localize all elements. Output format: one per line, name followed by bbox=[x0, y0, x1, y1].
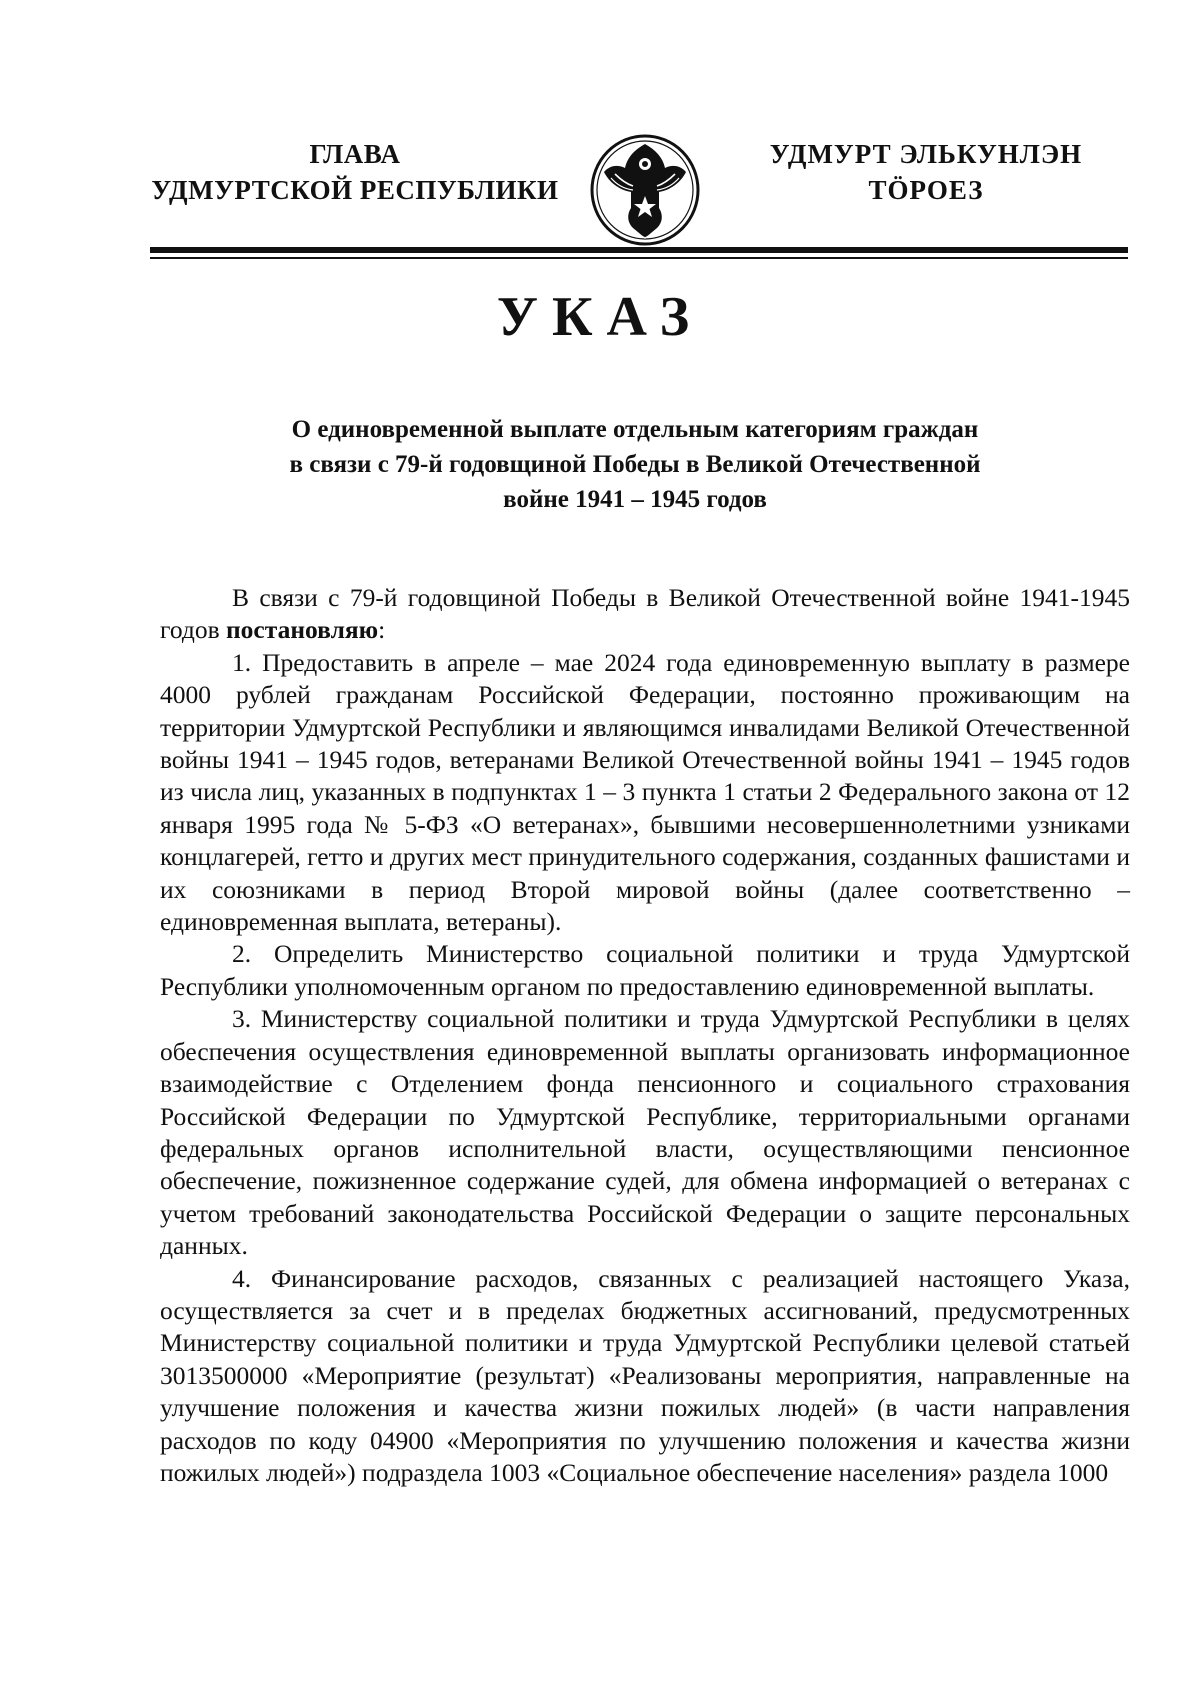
issuer-udmurt-line2: ТӦРОЕЗ bbox=[868, 175, 984, 205]
subject-line-2: в связи с 79-й годовщиной Победы в Великой Отечественной bbox=[289, 451, 981, 478]
paragraph-item-4: 4. Финансирование расходов, связанных с реализацией настоящего Указа, осуществляется за счет и в пределах бюджетных ассигнований, предусмотренных Министерству социальной политики и труда Удмуртской Республики целевой статьей 3013500000 «Мероприятие (результат) «Реализованы мероприятия, направленные на улучшение положения и качества жизни пожилых людей» (в части направления расходов по коду 04900 «Мероприятия по улучшению положения и качества жизни пожилых людей») подраздела 1003 «Социальное обеспечение населения» раздела 1000 bbox=[160, 1263, 1130, 1487]
preamble-paragraph bbox=[160, 582, 1130, 647]
issuer-russian-line2: УДМУРТСКОЙ РЕСПУБЛИКИ bbox=[151, 175, 559, 205]
subject-line-3: войне 1941 – 1945 годов bbox=[503, 486, 767, 513]
subject-line-1: О единовременной выплате отдельным категориям граждан bbox=[291, 416, 979, 443]
document-body bbox=[160, 582, 1130, 1489]
issuer-udmurt-line1: УДМУРТ ЭЛЬКУНЛЭН bbox=[769, 139, 1083, 169]
preamble-colon: : bbox=[378, 615, 386, 645]
document-header bbox=[0, 130, 1200, 240]
document-title: УКАЗ bbox=[496, 286, 704, 348]
preamble-keyword: постановляю bbox=[225, 615, 379, 645]
header-divider-thick bbox=[150, 247, 1128, 253]
preamble-text: В связи с 79-й годовщиной Победы в Великой Отечественной войне 1941-1945 годов bbox=[160, 583, 1130, 645]
header-divider-thin bbox=[150, 257, 1128, 259]
paragraph-item-2: 2. Определить Министерство социальной политики и труда Удмуртской Республики уполномоченным органом по предоставлению единовременной выплаты. bbox=[160, 939, 1130, 1001]
paragraph-item-1: 1. Предоставить в апреле – мае 2024 года единовременную выплату в размере 4000 рублей гражданам Российской Федерации, постоянно проживающим на территории Удмуртской Республики и являющимся инвалидами Великой Отечественной войны 1941 – 1945 годов, ветеранами Великой Отечественной войны 1941 – 1945 годов из числа лиц, указанных в подпунктах 1 – 3 пункта 1 статьи 2 Федерального закона от 12 января 1995 года № 5-ФЗ «О ветеранах», бывшими несовершеннолетними узниками концлагерей, гетто и других мест принудительного содержания, созданных фашистами и их союзниками в период Второй мировой войны (далее соответственно – единовременная выплата, ветераны). bbox=[160, 647, 1130, 937]
issuer-russian-line1: ГЛАВА bbox=[309, 139, 401, 169]
issuer-udmurt bbox=[748, 136, 1104, 208]
document-subject bbox=[220, 412, 1050, 517]
udmurt-coat-of-arms-icon bbox=[587, 130, 703, 248]
paragraph-item-3: 3. Министерству социальной политики и труда Удмуртской Республики в целях обеспечения осуществления единовременной выплаты организовать информационное взаимодействие с Отделением фонда пенсионного и социального страхования Российской Федерации по Удмуртской Республике, территориальными органами федеральных органов исполнительной власти, осуществляющими пенсионное обеспечение, пожизненное содержание судей, для обмена информацией о ветеранах с учетом требований законодательства Российской Федерации о защите персональных данных. bbox=[160, 1004, 1130, 1261]
issuer-russian bbox=[150, 136, 560, 208]
